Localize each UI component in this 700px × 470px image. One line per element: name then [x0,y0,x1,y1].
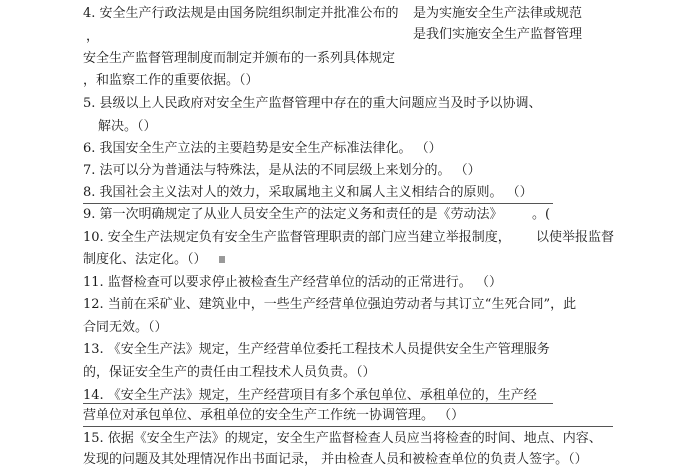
q4-line-2: ， [86,29,100,44]
q4-line-4: ，和监察工作的重要依据。（） [83,73,259,88]
q13-line-1: 13. 《安全生产法》规定，生产经营单位委托工程技术人员提供安全生产管理服务 [83,342,550,357]
question-8: 8. 我国社会主义法对人的效力，采取属地主义和属人主义相结合的原则。 （） [83,185,533,200]
underline-q14 [83,403,553,404]
mark-square [219,256,225,263]
q15-line-2: 发现的问题及其处理情况作出书面记录， 并由检查人员和被检查单位的负责人签字。（） [83,452,588,467]
q9-bracket: 。( [532,207,551,222]
q5-line-2: 解决。（） [98,119,157,134]
q9-line: 9. 第一次明确规定了从业人员安全生产的法定义务和责任的是《劳动法》 [83,207,503,222]
q4-line-2-right: 是我们实施安全生产监督管理 [413,27,583,42]
q14-line-1: 14. 《安全生产法》规定，生产经营项目有多个承包单位、承租单位的，生产经 [83,388,537,403]
q10-line-1-right: 以使举报监督 [536,230,615,245]
question-11: 11. 监督检查可以要求停止被检查生产经营单位的活动的正常进行。 （） [83,275,502,290]
question-6: 6. 我国安全生产立法的主要趋势是安全生产标准法律化。 （） [83,141,442,156]
underline-q8 [83,203,553,204]
q12-line-2: 合同无效。（） [83,320,168,335]
q4-line-1: 4. 安全生产行政法规是由国务院组织制定并批准公布的 [83,6,399,21]
q10-line-2: 制度化、法定化。（） [83,252,207,267]
q14-line-2: 营单位对承包单位、承租单位的安全生产工作统一协调管理。 （） [83,408,465,423]
q15-line-1: 15. 依据《安全生产法》的规定，安全生产监督检查人员应当将检查的时间、地点、内容、 [83,431,602,446]
q4-line-1-right: 是为实施安全生产法律或规范 [413,6,583,21]
question-7: 7. 法可以分为普通法与特殊法，是从法的不同层级上来划分的。 （） [83,163,481,178]
q4-line-3: 安全生产监督管理制度而制定并颁布的一系列具体规定 [83,51,396,66]
section-divider [83,426,613,427]
q13-line-2: 的，保证安全生产的责任由工程技术人员负责。（） [83,365,376,380]
q12-line-1: 12. 当前在采矿业、建筑业中，一些生产经营单位强迫劳动者与其订立“生死合同”，此 [83,297,577,312]
q5-line-1: 5. 县级以上人民政府对安全生产监督管理中存在的重大问题应当及时予以协调、 [83,96,542,111]
q10-line-1: 10. 安全生产法规定负有安全生产监督管理职责的部门应当建立举报制度， [83,230,511,245]
